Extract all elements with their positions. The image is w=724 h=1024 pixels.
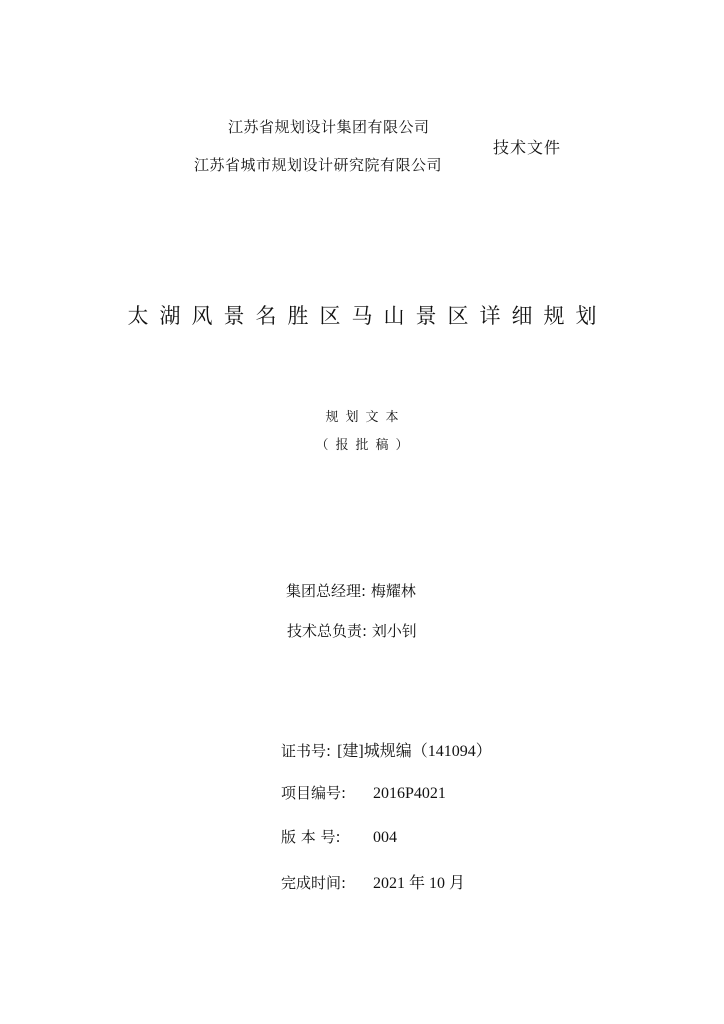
general-manager-name: 梅耀林 <box>370 582 416 600</box>
technical-lead-line <box>287 620 417 641</box>
project-number-value: 2016P4021 <box>373 785 446 802</box>
technical-lead-label: 技术总负责: <box>287 622 368 640</box>
company-name-secondary: 江苏省城市规划设计研究院有限公司 <box>194 156 443 174</box>
document-subtitle: 规划文本 <box>325 410 406 425</box>
certificate-label: 证书号: <box>281 742 332 760</box>
completion-date-label: 完成时间: <box>281 874 347 892</box>
certificate-row <box>281 738 492 761</box>
document-type-label: 技术文件 <box>493 138 562 157</box>
technical-lead-name: 刘小钊 <box>371 622 417 640</box>
general-manager-label: 集团总经理: <box>286 582 367 600</box>
version-label: 版 本 号: <box>281 828 341 846</box>
project-number-label: 项目编号: <box>281 784 347 802</box>
completion-date-row <box>281 870 465 893</box>
certificate-value: [建]城规编（141094） <box>337 743 492 760</box>
version-row <box>281 826 397 847</box>
general-manager-line <box>286 580 416 601</box>
company-name-primary: 江苏省规划设计集团有限公司 <box>228 118 430 136</box>
version-value: 004 <box>373 829 397 846</box>
document-status: （报批稿） <box>315 438 416 453</box>
project-number-row <box>281 782 446 803</box>
completion-date-value: 2021 年 10 月 <box>373 875 466 892</box>
document-title: 太湖风景名胜区马山景区详细规划 <box>127 304 608 328</box>
